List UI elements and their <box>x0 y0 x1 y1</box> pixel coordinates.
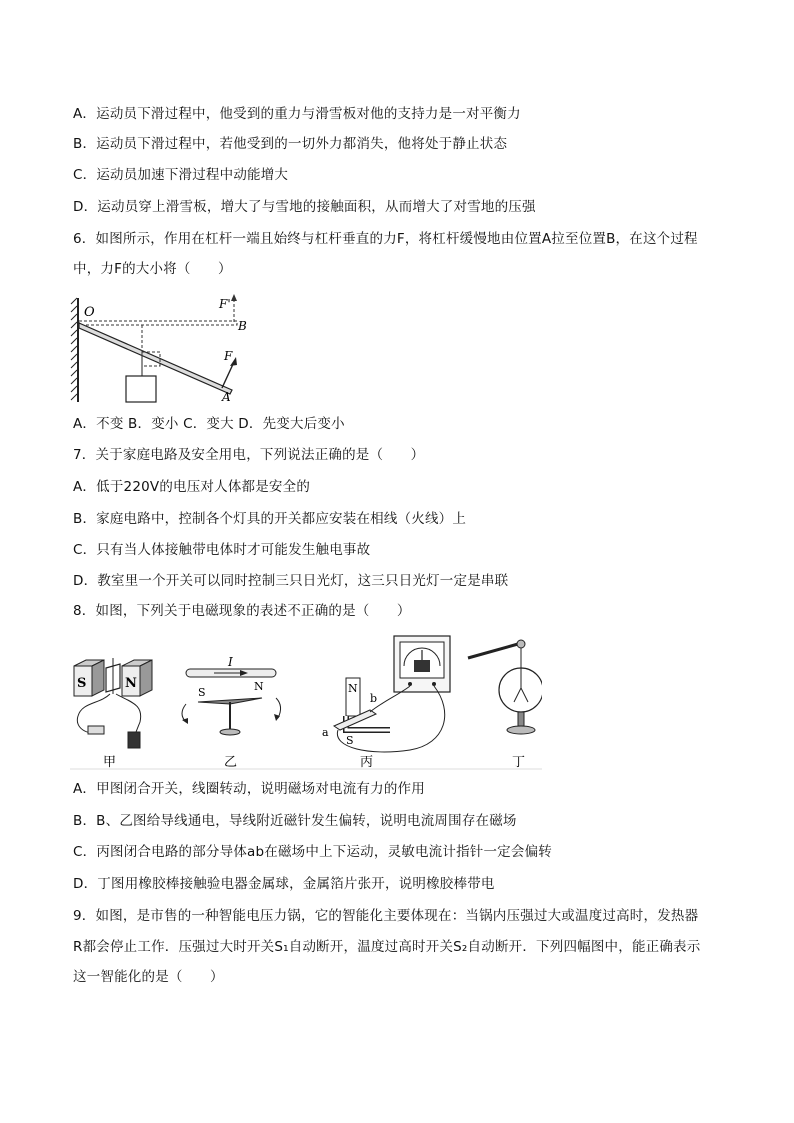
q7-option-a: A．低于220V的电压对人体都是安全的 <box>73 479 311 495</box>
q6-stem-line1: 6．如图所示，作用在杠杆一端且始终与杠杆垂直的力F，将杠杆缓慢地由位置A拉至位置B，在这个过程 <box>73 231 698 247</box>
label-bing: 丙 <box>360 755 374 770</box>
bing-a-label: a <box>322 726 329 739</box>
yi-i-label: I <box>228 655 233 669</box>
q8-option-d: D．丁图用橡胶棒接触验电器金属球，金属箔片张开，说明橡胶棒带电 <box>73 876 495 892</box>
q6-stem-line2: 中，力F的大小将（ ） <box>73 261 232 277</box>
q8-option-c: C．丙图闭合电路的部分导体ab在磁场中上下运动，灵敏电流计指针一定会偏转 <box>73 844 552 860</box>
q6-options: A．不变 B．变小 C．变大 D．先变大后变小 <box>73 416 345 432</box>
figure-jia <box>74 658 152 770</box>
q5-option-d: D．运动员穿上滑雪板，增大了与雪地的接触面积，从而增大了对雪地的压强 <box>73 199 536 215</box>
label-f-prime: F' <box>219 297 231 311</box>
yi-n-label: N <box>254 680 264 693</box>
figure-bing <box>322 636 450 770</box>
label-b: B <box>238 319 247 333</box>
figure-ding <box>468 640 542 770</box>
bing-s-label: S <box>346 734 354 747</box>
q6-lever-figure <box>70 294 260 406</box>
label-o: O <box>84 305 95 320</box>
q5-option-c: C．运动员加速下滑过程中动能增大 <box>73 167 289 183</box>
bing-b-label: b <box>370 692 378 705</box>
label-yi: 乙 <box>224 755 238 770</box>
yi-s-label: S <box>198 686 206 699</box>
jia-s-label: S <box>77 676 87 691</box>
q7-option-b: B．家庭电路中，控制各个灯具的开关都应安装在相线（火线）上 <box>73 511 467 527</box>
q9-stem-line3: 这一智能化的是（ ） <box>73 969 224 985</box>
q7-option-d: D．教室里一个开关可以同时控制三只日光灯，这三只日光灯一定是串联 <box>73 573 509 589</box>
q8-option-a: A．甲图闭合开关，线圈转动，说明磁场对电流有力的作用 <box>73 781 425 797</box>
q9-stem-line2: R都会停止工作．压强过大时开关S₁自动断开，温度过高时开关S₂自动断开．下列四幅图中，能正确表示 <box>73 939 701 955</box>
q7-option-c: C．只有当人体接触带电体时才可能发生触电事故 <box>73 542 371 558</box>
q5-option-a: A．运动员下滑过程中，他受到的重力与滑雪板对他的支持力是一对平衡力 <box>73 106 521 122</box>
label-jia: 甲 <box>103 755 117 770</box>
q8-stem: 8．如图，下列关于电磁现象的表述不正确的是（ ） <box>73 603 411 619</box>
bing-n-label: N <box>348 682 358 695</box>
label-f: F <box>224 349 233 363</box>
q9-stem-line1: 9．如图，是市售的一种智能电压力锅，它的智能化主要体现在：当锅内压强过大或温度过高时，发热器 <box>73 908 699 924</box>
jia-n-label: N <box>125 676 137 691</box>
q8-electromagnetism-figure <box>70 632 542 772</box>
q5-option-b: B．运动员下滑过程中，若他受到的一切外力都消失，他将处于静止状态 <box>73 136 508 152</box>
label-ding: 丁 <box>512 755 526 770</box>
q7-stem: 7．关于家庭电路及安全用电，下列说法正确的是（ ） <box>73 447 425 463</box>
q8-option-b: B．B、乙图给导线通电，导线附近磁针发生偏转，说明电流周围存在磁场 <box>73 813 517 829</box>
figure-yi <box>182 655 281 770</box>
label-a: A <box>222 390 231 404</box>
